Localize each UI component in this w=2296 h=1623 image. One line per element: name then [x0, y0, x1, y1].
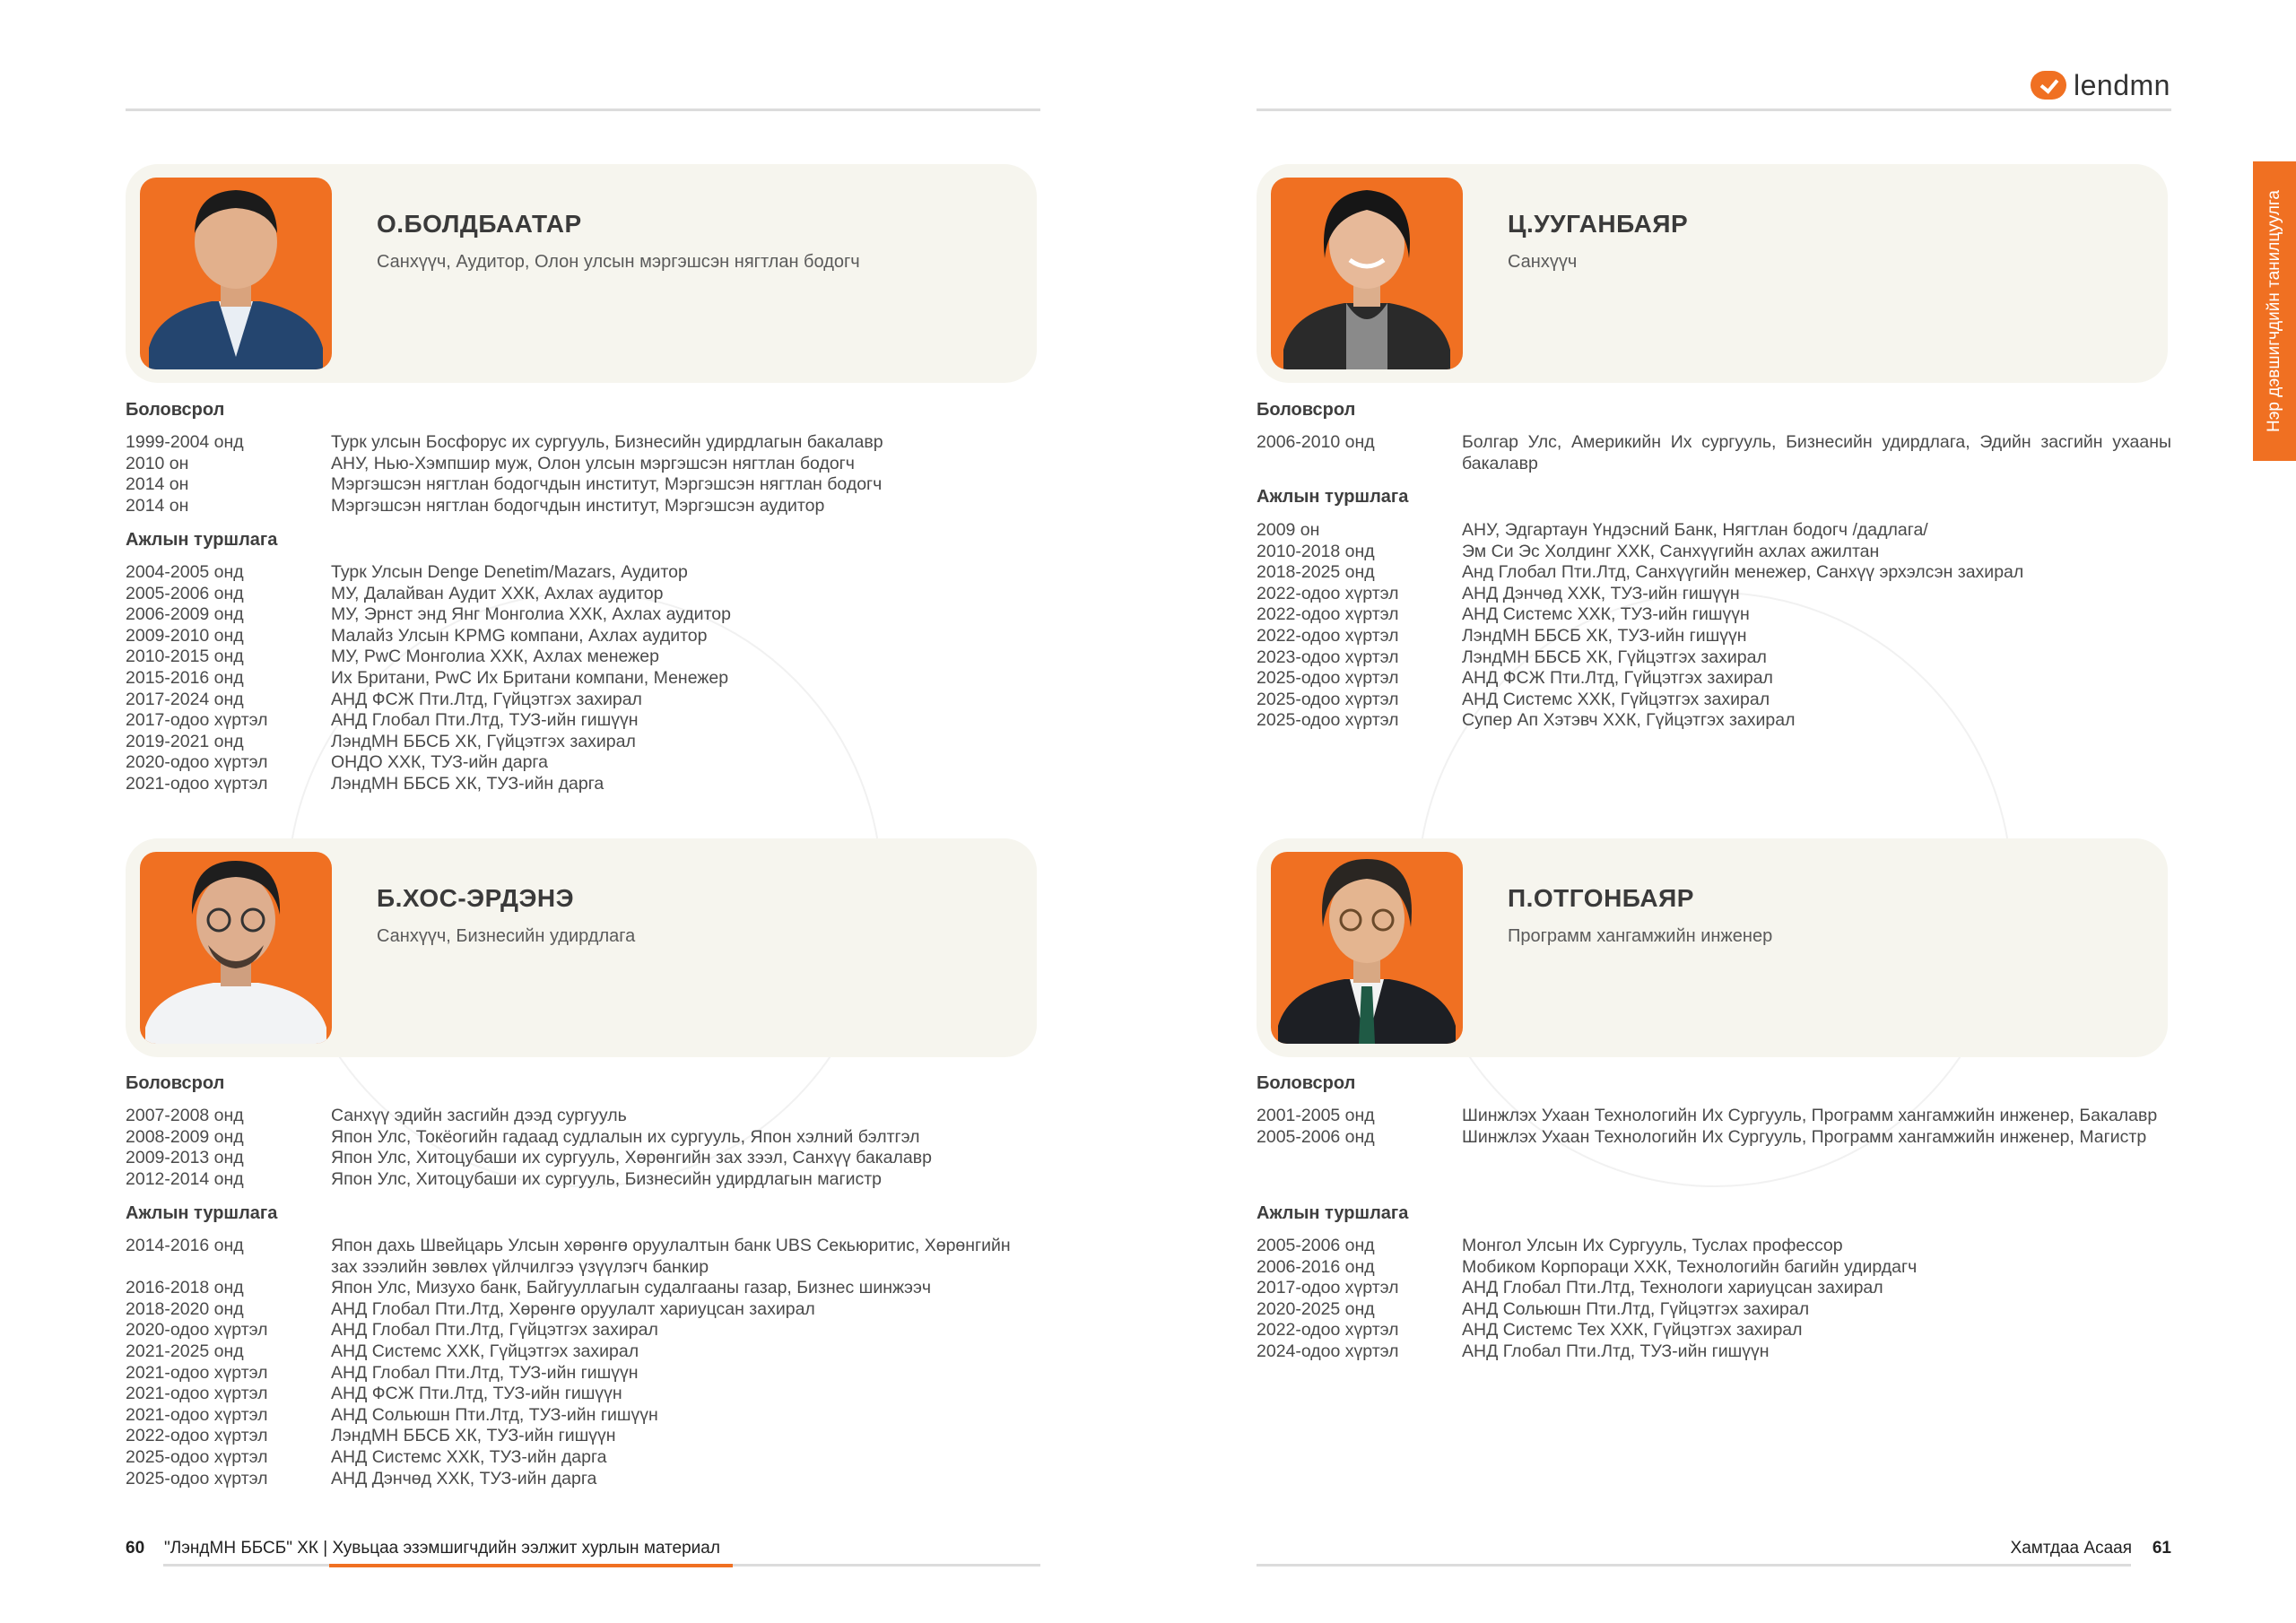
experience-row: 2022-одоо хүртэл АНД Системс ХХК, ТУЗ-ийн гишүүн	[1257, 604, 1750, 625]
experience-row: 2006-2016 онд Мобиком Корпораци ХХК, Технологийн багийн удирдагч	[1257, 1256, 1918, 1277]
experience-row: 2018-2020 онд АНД Глобал Пти.Лтд, Хөрөнгө оруулалт хариуцсан захирал	[126, 1298, 815, 1319]
experience-row: 2021-одоо хүртэл ЛэндМН ББСБ ХК, ТУЗ-ийн дарга	[126, 773, 604, 794]
experience-row: 2025-одоо хүртэл АНД Системс ХХК, ТУЗ-ийн дарга	[126, 1446, 607, 1467]
footer-title-left: "ЛэндМН ББСБ" ХК | Хувьцаа эзэмшигчдийн ээлжит хурлын материал	[164, 1539, 720, 1558]
experience-row: 2014-2016 онд Япон дахь Швейцарь Улсын хөрөнгө оруулалтын банк UBS Секьюритис, Хөрөнгийн зах зээлийн зөвлөх үйлчилгээ үзүүлэгч банкир	[126, 1236, 1011, 1277]
footer-accent-bar	[329, 1564, 733, 1567]
education-heading: Боловсрол	[126, 1073, 225, 1093]
education-row: 2007-2008 онд Санхүү эдийн засгийн дээд сургууль	[126, 1106, 627, 1125]
experience-row: 2021-одоо хүртэл АНД Глобал Пти.Лтд, ТУЗ-ийн гишүүн	[126, 1362, 639, 1383]
experience-row: 2006-2009 онд МУ, Эрнст энд Янг Монголиа ХХК, Ахлах аудитор	[126, 604, 731, 625]
experience-row: 2019-2021 онд ЛэндМН ББСБ ХК, Гүйцэтгэх захирал	[126, 731, 636, 751]
experience-row: 2025-одоо хүртэл АНД Дэнчөд ХХК, ТУЗ-ийн дарга	[126, 1468, 597, 1488]
top-rule-right	[1257, 108, 2171, 111]
experience-list	[126, 1236, 1040, 1489]
person-role: Санхүүч	[1508, 252, 1578, 272]
experience-row: 2021-одоо хүртэл АНД ФСЖ Пти.Лтд, ТУЗ-ийн гишүүн	[126, 1384, 622, 1404]
experience-row: 2025-одоо хүртэл АНД Системс ХХК, Гүйцэтгэх захирал	[1257, 689, 1770, 709]
portrait-photo	[140, 178, 332, 369]
experience-row: 2021-одоо хүртэл АНД Сольюшн Пти.Лтд, ТУЗ-ийн гишүүн	[126, 1404, 658, 1425]
experience-row: 2017-2024 онд АНД ФСЖ Пти.Лтд, Гүйцэтгэх захирал	[126, 689, 642, 709]
education-list	[1257, 432, 2171, 474]
experience-row: 2005-2006 онд МУ, Далайван Аудит ХХК, Ахлах аудитор	[126, 583, 664, 603]
experience-row: 2022-одоо хүртэл АНД Системс Тех ХХК, Гүйцэтгэх захирал	[1257, 1320, 1803, 1341]
experience-row: 2017-одоо хүртэл АНД Глобал Пти.Лтд, Технологи хариуцсан захирал	[1257, 1278, 1883, 1298]
education-row: 2008-2009 онд Япон Улс, Токёогийн гадаад судлалын их сургууль, Япон хэлний бэлтгэл	[126, 1126, 920, 1147]
education-row: 2001-2005 онд Шинжлэх Ухаан Технологийн Их Сургууль, Программ хангамжийн инженер, Бакалавр	[1257, 1106, 2158, 1125]
experience-row: 2020-одоо хүртэл АНД Глобал Пти.Лтд, Гүйцэтгэх захирал	[126, 1320, 658, 1341]
person-role: Программ хангамжийн инженер	[1508, 926, 1773, 946]
page-number-right: 61	[2152, 1539, 2171, 1558]
lendmn-logo	[2031, 67, 2174, 103]
portrait-photo	[1271, 178, 1463, 369]
experience-heading: Ажлын туршлага	[1257, 1203, 1409, 1223]
education-row: 2006-2010 онд Болгар Улс, Америкийн Их сургууль, Бизнесийн удирдлага, Эдийн засгийн ухааны бакалавр	[1257, 432, 2171, 473]
experience-row: 2025-одоо хүртэл Супер Ап Хэтэвч ХХК, Гүйцэтгэх захирал	[1257, 710, 1796, 731]
logo-text: lendmn	[2074, 68, 2170, 101]
experience-row: 2009-2010 онд Малайз Улсын KPMG компани, Ахлах аудитор	[126, 625, 708, 646]
person-name: О.БОЛДБААТАР	[377, 210, 582, 238]
person-name: Б.ХОС-ЭРДЭНЭ	[377, 884, 575, 912]
education-row: 1999-2004 онд Турк улсын Босфорус их сургууль, Бизнесийн удирдлагын бакалавр	[126, 432, 883, 452]
side-tab-label: Нэр дэвшигчдийн танилцуулга	[2265, 190, 2283, 432]
person-name: П.ОТГОНБАЯР	[1508, 884, 1694, 912]
experience-row: 2016-2018 онд Япон Улс, Мизухо банк, Байгууллагын судалгааны газар, Бизнес шинжээч	[126, 1278, 932, 1298]
experience-row: 2009 он АНУ, Эдгартаун Үндэсний Банк, Нягтлан бодогч /дадлага/	[1257, 520, 1928, 540]
education-heading: Боловсрол	[1257, 1073, 1356, 1093]
experience-heading: Ажлын туршлага	[1257, 487, 1409, 507]
portrait-photo	[1271, 852, 1463, 1044]
portrait-photo	[140, 852, 332, 1044]
education-row: 2014 он Мэргэшсэн нягтлан бодогчдын институт, Мэргэшсэн нягтлан бодогч	[126, 474, 883, 495]
experience-row: 2015-2016 онд Их Британи, PwC Их Британи компани, Менежер	[126, 667, 729, 688]
education-list	[126, 432, 1040, 516]
experience-row: 2023-одоо хүртэл ЛэндМН ББСБ ХК, Гүйцэтгэх захирал	[1257, 647, 1767, 667]
experience-row: 2004-2005 онд Турк Улсын Denge Denetim/Mazars, Аудитор	[126, 562, 688, 582]
experience-heading: Ажлын туршлага	[126, 1203, 278, 1223]
experience-row: 2022-одоо хүртэл ЛэндМН ББСБ ХК, ТУЗ-ийн гишүүн	[1257, 625, 1747, 646]
bottom-rule-right	[1257, 1564, 2131, 1567]
experience-list	[1257, 520, 2171, 732]
side-tab	[2253, 161, 2296, 461]
education-row: 2009-2013 онд Япон Улс, Хитоцубаши их сургууль, Хөрөнгийн зах зээл, Санхүү бакалавр	[126, 1148, 932, 1168]
experience-row: 2018-2025 онд Анд Глобал Пти.Лтд, Санхүүгийн менежер, Санхүү эрхэлсэн захирал	[1257, 562, 2024, 583]
top-rule-left	[126, 108, 1040, 111]
person-role: Санхүүч, Бизнесийн удирдлага	[377, 926, 636, 946]
experience-list	[126, 562, 1040, 795]
experience-row: 2025-одоо хүртэл АНД ФСЖ Пти.Лтд, Гүйцэтгэх захирал	[1257, 668, 1773, 689]
education-row: 2014 он Мэргэшсэн нягтлан бодогчдын институт, Мэргэшсэн аудитор	[126, 495, 825, 516]
page-number-left: 60	[126, 1539, 145, 1558]
experience-row: 2022-одоо хүртэл ЛэндМН ББСБ ХК, ТУЗ-ийн гишүүн	[126, 1426, 616, 1446]
person-name: Ц.УУГАНБАЯР	[1508, 210, 1689, 238]
experience-row: 2010-2015 онд МУ, PwC Монголиа ХХК, Ахлах менежер	[126, 647, 659, 667]
education-list	[126, 1106, 1040, 1190]
education-row: 2012-2014 онд Япон Улс, Хитоцубаши их сургууль, Бизнесийн удирдлагын магистр	[126, 1168, 883, 1189]
experience-row: 2017-одоо хүртэл АНД Глобал Пти.Лтд, ТУЗ-ийн гишүүн	[126, 710, 639, 731]
experience-row: 2020-одоо хүртэл ОНДО ХХК, ТУЗ-ийн дарга	[126, 752, 548, 773]
education-row: 2010 он АНУ, Нью-Хэмпшир муж, Олон улсын мэргэшсэн нягтлан бодогч	[126, 453, 855, 473]
person-role: Санхүүч, Аудитор, Олон улсын мэргэшсэн нягтлан бодогч	[377, 252, 860, 272]
experience-row: 2020-2025 онд АНД Сольюшн Пти.Лтд, Гүйцэтгэх захирал	[1257, 1298, 1810, 1319]
education-row: 2005-2006 онд Шинжлэх Ухаан Технологийн Их Сургууль, Программ хангамжийн инженер, Магистр	[1257, 1126, 2147, 1147]
education-list	[1257, 1106, 2171, 1148]
education-heading: Боловсрол	[1257, 400, 1356, 420]
experience-row: 2010-2018 онд Эм Си Эс Холдинг ХХК, Санхүүгийн ахлах ажилтан	[1257, 541, 1880, 561]
education-heading: Боловсрол	[126, 400, 225, 420]
footer-title-right: Хамтдаа Асаая	[2010, 1539, 2132, 1558]
experience-row: 2022-одоо хүртэл АНД Дэнчөд ХХК, ТУЗ-ийн гишүүн	[1257, 583, 1740, 603]
checkmark-icon	[2031, 71, 2066, 100]
experience-row: 2005-2006 онд Монгол Улсын Их Сургууль, Туслах профессор	[1257, 1236, 1843, 1255]
experience-row: 2021-2025 онд АНД Системс ХХК, Гүйцэтгэх захирал	[126, 1341, 639, 1361]
experience-list	[1257, 1236, 2171, 1363]
experience-row: 2024-одоо хүртэл АНД Глобал Пти.Лтд, ТУЗ-ийн гишүүн	[1257, 1341, 1770, 1361]
experience-heading: Ажлын туршлага	[126, 530, 278, 550]
